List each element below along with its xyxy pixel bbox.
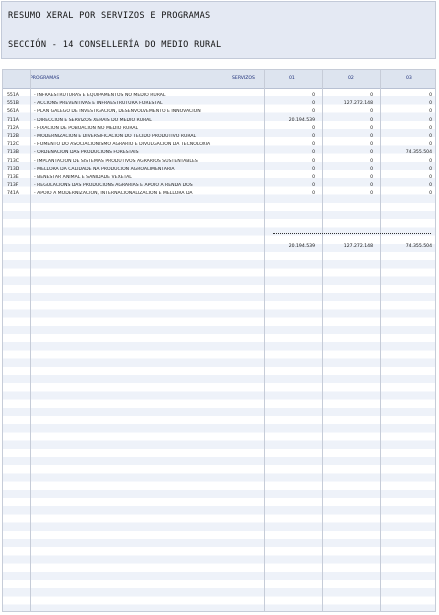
row-value-02: 0 <box>370 191 373 197</box>
row-value-02: 0 <box>370 142 373 148</box>
row-code: 713F <box>7 183 19 189</box>
row-code: 712C <box>7 142 19 148</box>
table-row <box>3 190 435 198</box>
col-header-01: 01 <box>289 76 295 81</box>
row-code: 713E <box>7 174 19 180</box>
row-code: 713C <box>7 158 19 164</box>
report-header <box>1 1 436 59</box>
table-body <box>3 92 435 198</box>
row-code: 741A <box>7 191 19 197</box>
table-row <box>3 125 435 133</box>
row-code: 712A <box>7 125 19 131</box>
row-value-01: 0 <box>312 142 315 148</box>
row-description: - MODERNIZACIÓN E DIVERSIFICACIÓN DO TECIDO PRODUTIVO RURAL <box>34 133 197 139</box>
row-code: 713D <box>7 166 20 172</box>
row-value-02: 0 <box>370 158 373 164</box>
row-value-03: 74.355.504 <box>405 150 432 156</box>
row-value-03: 0 <box>429 109 432 115</box>
table-row <box>3 182 435 190</box>
row-value-02: 0 <box>370 117 373 123</box>
row-value-03: 0 <box>429 191 432 197</box>
table-row <box>3 174 435 182</box>
row-description: - ORDENACIÓN DAS PRODUCIÓNS FORESTAIS <box>34 150 139 156</box>
col-header-02: 02 <box>348 76 354 81</box>
table-row <box>3 149 435 157</box>
table-header <box>3 70 435 89</box>
table-row <box>3 166 435 174</box>
col-header-servizos: SERVIZOS <box>232 76 255 81</box>
total-01: 20.194.539 <box>288 244 315 249</box>
row-code: 551A <box>7 93 19 98</box>
row-value-01: 0 <box>312 191 315 197</box>
row-description: - FOMENTO DO ASOCIACIONISMO AGRARIO E DIVULGACIÓN DA TECNOLOXÍA <box>34 142 211 148</box>
row-description: - INFRAESTRUTURAS E EQUIPAMENTOS NO MEDIO RURAL <box>34 93 166 98</box>
row-code: 713B <box>7 150 19 156</box>
row-code: 551B <box>7 101 19 107</box>
row-description: - MELLORA DA CALIDADE NA PRODUCIÓN AGROALIMENTARIA <box>34 166 175 172</box>
row-code: 712B <box>7 133 19 139</box>
row-description: - FIXACIÓN DE POBOACIÓN NO MEDIO RURAL <box>34 125 139 131</box>
table-row <box>3 108 435 116</box>
row-description: - REGULACIÓNS DAS PRODUCIÓNS AGRARIAS E APOIO Á RENDA DOS <box>34 183 193 189</box>
row-code: 561A <box>7 109 19 115</box>
table-row <box>3 117 435 125</box>
total-02: 127.272.148 <box>343 244 373 249</box>
report-title: RESUMO XERAL POR SERVIZOS E PROGRAMAS <box>8 11 211 21</box>
row-description: - ACCIÓNS PREVENTIVAS E INFRAESTRUTURA FORESTAL <box>34 101 163 107</box>
row-value-01: 0 <box>312 158 315 164</box>
row-value-03: 0 <box>429 133 432 139</box>
col-header-03: 03 <box>406 76 412 81</box>
row-description: - DIRECCIÓN E SERVIZOS XERAIS DO MEDIO RURAL <box>34 117 152 123</box>
row-value-02: 0 <box>370 183 373 189</box>
row-value-01: 0 <box>312 93 315 98</box>
row-value-03: 0 <box>429 125 432 131</box>
row-value-03: 0 <box>429 158 432 164</box>
row-value-01: 0 <box>312 150 315 156</box>
table-row <box>3 158 435 166</box>
row-value-03: 0 <box>429 117 432 123</box>
row-value-03: 0 <box>429 101 432 107</box>
row-value-02: 0 <box>370 133 373 139</box>
row-code: 711A <box>7 117 19 123</box>
row-value-03: 0 <box>429 174 432 180</box>
section-title: SECCIÓN - 14 CONSELLERÍA DO MEDIO RURAL <box>8 40 222 50</box>
row-description: - IMPLANTACIÓN DE SISTEMAS PRODUTIVOS AGRARIOS SUSTENTABLES <box>34 158 198 164</box>
row-value-01: 0 <box>312 174 315 180</box>
col-header-programas: PROGRAMAS <box>30 76 60 81</box>
row-value-01: 20.194.539 <box>288 117 315 123</box>
row-description: - PLAN GALEGO DE INVESTIGACIÓN, DESENVOLVEMENTO E INNOVACIÓN <box>34 109 201 115</box>
row-value-01: 0 <box>312 109 315 115</box>
row-value-02: 127.272.148 <box>343 101 373 107</box>
row-value-01: 0 <box>312 183 315 189</box>
row-description: - APOIO Á MODERNIZACIÓN, INTERNACIONALIZACIÓN E MELLORA DA <box>34 191 193 197</box>
summary-table <box>2 69 436 612</box>
row-value-03: 0 <box>429 142 432 148</box>
row-value-01: 0 <box>312 125 315 131</box>
table-row <box>3 100 435 108</box>
totals-separator <box>273 233 431 234</box>
row-description: - BENESTAR ANIMAL E SANIDADE VEXETAL <box>34 174 132 180</box>
row-value-01: 0 <box>312 166 315 172</box>
row-value-02: 0 <box>370 125 373 131</box>
row-value-01: 0 <box>312 101 315 107</box>
row-value-03: 0 <box>429 183 432 189</box>
row-value-03: 0 <box>429 166 432 172</box>
table-row <box>3 133 435 141</box>
totals-row <box>3 244 435 252</box>
row-value-02: 0 <box>370 109 373 115</box>
table-row <box>3 141 435 149</box>
table-row <box>3 92 435 100</box>
row-value-02: 0 <box>370 174 373 180</box>
total-03: 74.355.504 <box>405 244 432 249</box>
row-value-01: 0 <box>312 133 315 139</box>
row-value-02: 0 <box>370 93 373 98</box>
row-value-03: 0 <box>429 93 432 98</box>
row-value-02: 0 <box>370 166 373 172</box>
row-value-02: 0 <box>370 150 373 156</box>
